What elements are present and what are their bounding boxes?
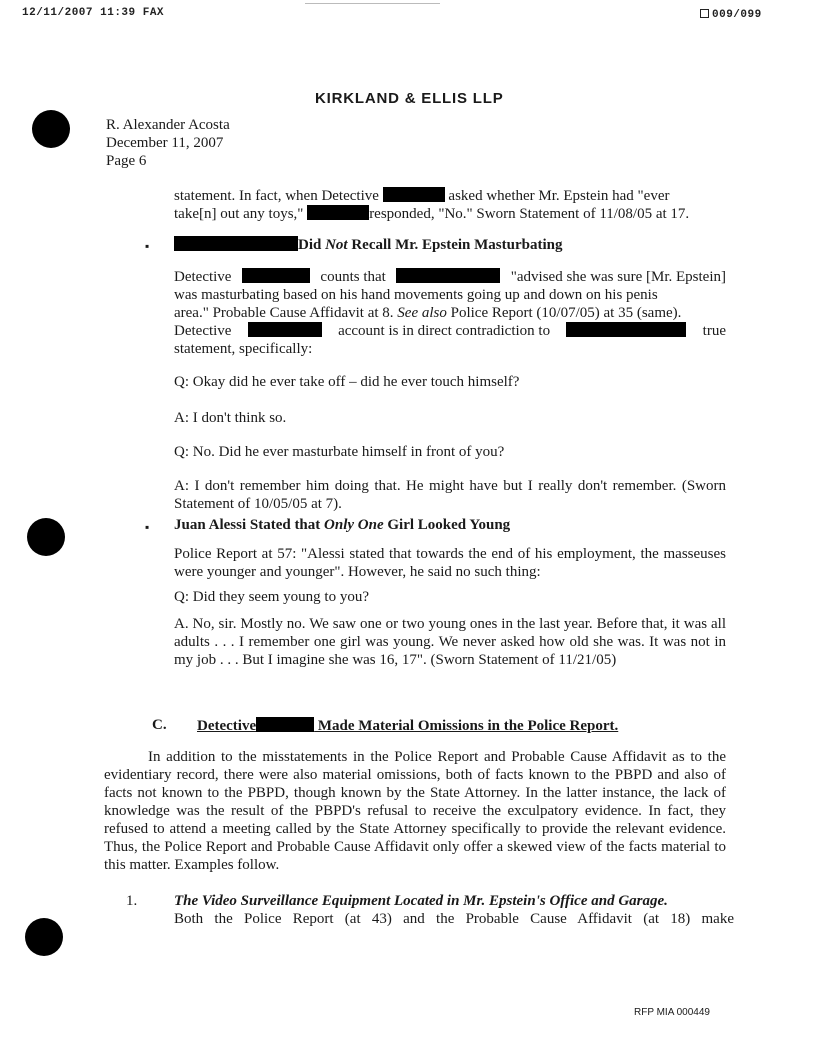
redaction — [307, 205, 369, 220]
fax-icon — [700, 9, 709, 18]
paragraph-1: statement. In fact, when Detective asked whether Mr. Epstein had "ever take[n] out any toys," responded, "No." Sworn Statement of 11/08/05 at 17. — [174, 188, 690, 222]
punch-hole — [27, 518, 65, 556]
paragraph-3: Police Report at 57: "Alessi stated that towards the end of his employment, the masseuses were younger and younger". However, he said no such thing: — [174, 546, 726, 580]
section-c-heading: Detective Made Material Omissions in the Police Report. — [197, 718, 619, 734]
redaction — [566, 322, 686, 337]
recipient-block — [106, 116, 230, 170]
section-c-letter: C. — [152, 717, 167, 733]
redaction — [242, 268, 310, 283]
recipient-name: R. Alexander Acosta — [106, 117, 230, 133]
fax-page-counter: 009/099 — [700, 9, 762, 21]
heading-did-not-recall: Did Not Recall Mr. Epstein Masturbating — [174, 236, 562, 254]
redaction — [396, 268, 500, 283]
redaction — [256, 717, 314, 732]
bates-number: RFP MIA 000449 — [634, 1007, 710, 1018]
item-number: 1. — [126, 893, 138, 909]
redaction — [174, 236, 298, 251]
item-1-title: The Video Surveillance Equipment Located in Mr. Epstein's Office and Garage. — [174, 893, 668, 909]
item-1 — [174, 892, 734, 928]
redaction — [383, 187, 445, 202]
bullet: ▪ — [145, 239, 150, 253]
qa-line: Q: No. Did he ever masturbate himself in front of you? — [174, 444, 505, 460]
heading-alessi: Juan Alessi Stated that Only One Girl Looked Young — [174, 517, 511, 533]
qa-line: A: I don't remember him doing that. He might have but I really don't remember. (Sworn Statement of 10/05/05 at 7). — [174, 478, 726, 512]
paragraph-4: In addition to the misstatements in the Police Report and Probable Cause Affidavit as to the evidentiary record, there were also material omissions, both of facts known to the PBPD and also of facts not known to the PBPD, though known by the State Attorney. In the latter instance, the lack of knowledge was the result of the PBPD's refusal to receive the exculpatory evidence. In fact, they refused to attend a meeting called by the State Attorney specifically to provide the relevant evidence. Thus, the Police Report and Probable Cause Affidavit only offer a skewed view of the facts material to this matter. Examples follow. — [104, 749, 726, 873]
fax-timestamp: 12/11/2007 11:39 FAX — [22, 7, 165, 19]
redaction — [248, 322, 322, 337]
page-number: Page 6 — [106, 153, 147, 169]
paragraph-2: Detective counts that "advised she was sure [Mr. Epstein] was masturbating based on his hand movements going up and down on his penis area." Probable Cause Affidavit at 8. See also Police Report (10/07/05) at 35 (same). Detective account is in direct contradiction to true statement, specifically: — [174, 269, 726, 357]
item-1-text: Both the Police Report (at 43) and the Probable Cause Affidavit (at 18) make — [174, 911, 734, 927]
firm-letterhead: KIRKLAND & ELLIS LLP — [315, 90, 504, 107]
qa-line: Q: Okay did he ever take off – did he ever touch himself? — [174, 374, 520, 390]
qa-line: A. No, sir. Mostly no. We saw one or two young ones in the last year. Before that, it was all adults . . . I remember one girl was young. We never asked how old she was. It was not in my job . . . But I imagine she was 16, 17". (Sworn Statement of 11/21/05) — [174, 616, 726, 668]
qa-line: Q: Did they seem young to you? — [174, 589, 369, 605]
bullet: ▪ — [145, 520, 150, 534]
letter-date: December 11, 2007 — [106, 135, 224, 151]
punch-hole — [25, 918, 63, 956]
qa-line: A: I don't think so. — [174, 410, 287, 426]
punch-hole — [32, 110, 70, 148]
fax-top-line — [305, 3, 440, 4]
